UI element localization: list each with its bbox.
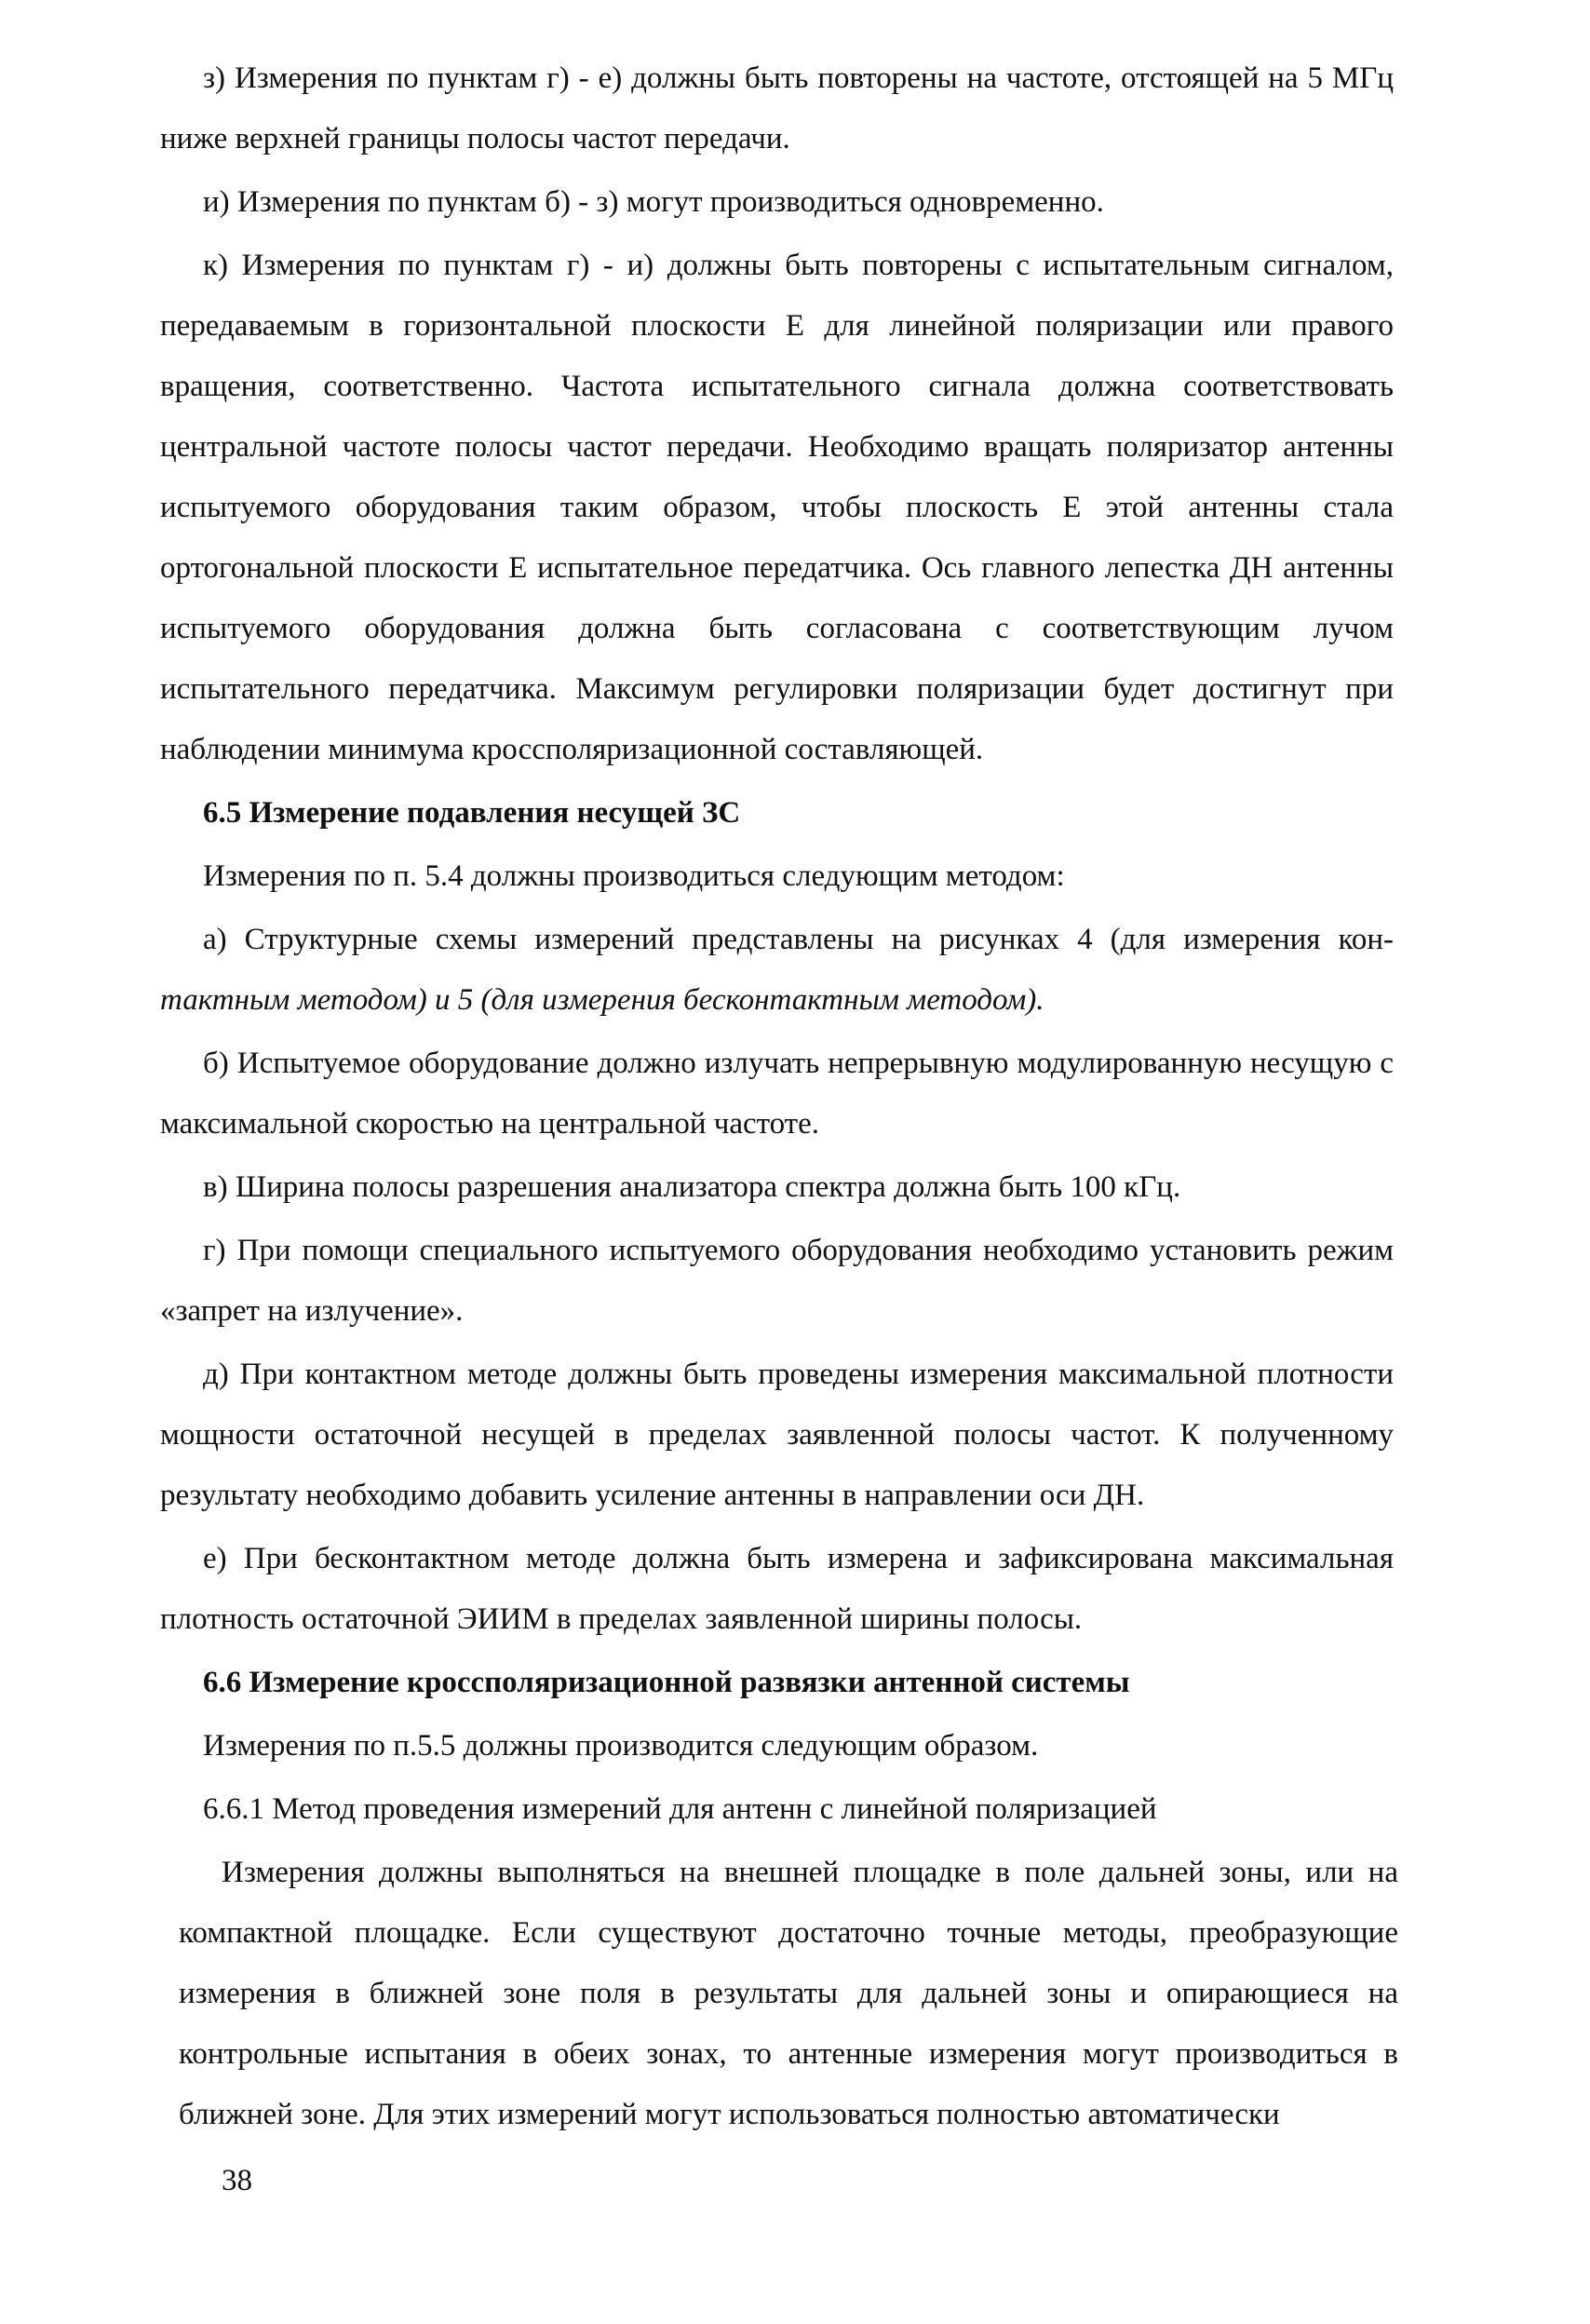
section-heading-6-6: 6.6 Измерение кроссполяризационной развязки антенной системы xyxy=(203,1666,1130,1699)
paragraph-item-a xyxy=(160,910,1394,1031)
paragraph-item-a-text: а) Структурные схемы измерений представлены на рисунках 4 (для измерения кон- xyxy=(203,923,1394,956)
paragraph-item-v: в) Ширина полосы разрешения анализатора спектра должна быть 100 кГц. xyxy=(203,1170,1181,1204)
paragraph-item-e: е) При бесконтактном методе должна быть измерена и зафиксирована максимальная плотность остаточной ЭИИМ в пределах заявленной ширины полосы. xyxy=(160,1542,1394,1636)
paragraph-intro-6-5: Измерения по п. 5.4 должны производиться следующим методом: xyxy=(203,859,1065,893)
paragraph-item-g: г) При помощи специального испытуемого оборудования необходимо установить режим «запрет на излучение». xyxy=(160,1234,1394,1328)
paragraph-item-i: и) Измерения по пунктам б) - з) могут производиться одновременно. xyxy=(203,185,1104,219)
page-content xyxy=(160,48,1398,2148)
section-heading-6-5: 6.5 Измерение подавления несущей ЗС xyxy=(203,796,741,830)
subsection-heading-6-6-1: 6.6.1 Метод проведения измерений для антенн с линейной поляризацией xyxy=(203,1792,1157,1826)
paragraph-intro-6-6: Измерения по п.5.5 должны производится следующим образом. xyxy=(203,1729,1039,1763)
paragraph-item-b: б) Испытуемое оборудование должно излучать непрерывную модулированную несущую с максимальной скоростью на центральной частоте. xyxy=(160,1047,1394,1141)
paragraph-method-description: Измерения должны выполняться на внешней площадке в поле дальней зоны, или на компактной площадке. Если существуют достаточно точные методы, преобразующие измерения в ближней зоне поля в результаты для дальней зоны и опирающиеся на контрольные испытания в обеих зонах, то антенные измерения могут производиться в ближней зоне. Для этих измерений могут использоваться полностью автоматически xyxy=(179,1856,1398,2131)
paragraph-item-d: д) При контактном методе должны быть проведены измерения максимальной плотности мощности остаточной несущей в пределах заявленной полосы частот. К полученному результату необходимо добавить усиление антенны в направлении оси ДН. xyxy=(160,1358,1394,1512)
paragraph-item-k: к) Измерения по пунктам г) - и) должны быть повторены с испытательным сигналом, передаваемым в горизонтальной плоскости Е для линейной поляризации или правого вращения, соответственно. Частота испытательного сигнала должна соответствовать центральной частоте полосы частот передачи. Необходимо вращать поляризатор антенны испытуемого оборудования таким образом, чтобы плоскость Е этой антенны стала ортогональной плоскости Е испытательное передатчика. Ось главного лепестка ДН антенны испытуемого оборудования должна быть согласована с соответствующим лучом испытательного передатчика. Максимум регулировки поляризации будет достигнут при наблюдении минимума кроссполяризационной составляющей. xyxy=(160,249,1394,766)
page-number: 38 xyxy=(222,2164,252,2197)
paragraph-item-a-italic: тактным методом) и 5 (для измерения бесконтактным методом). xyxy=(160,983,1044,1017)
paragraph-item-z: з) Измерения по пунктам г) - е) должны быть повторены на частоте, отстоящей на 5 МГц ниже верхней границы полосы частот передачи. xyxy=(160,61,1394,155)
